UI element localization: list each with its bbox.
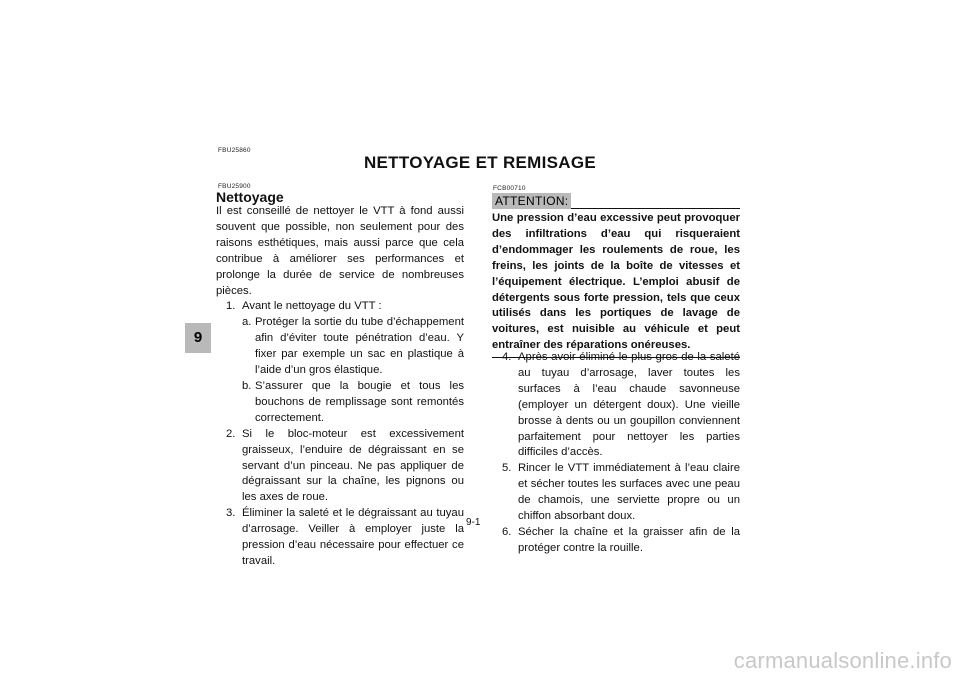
caution-top-rule xyxy=(571,208,740,209)
caution-code: FCB00710 xyxy=(493,185,526,192)
watermark: carmanualsonline.info xyxy=(733,648,952,673)
title-code: FBU25860 xyxy=(218,147,251,154)
section-code: FBU25900 xyxy=(218,183,251,190)
left-column xyxy=(216,204,464,570)
list-number: 6. xyxy=(502,525,512,538)
list-number: 1. xyxy=(226,300,236,313)
list-text: Éliminer la saleté et le dégraissant au tuyau d’arrosage. Veiller à employer juste la pression d’eau nécessaire pour effectuer ce travail. xyxy=(242,507,464,567)
right-column xyxy=(492,350,740,557)
list-number: 2. xyxy=(226,427,236,440)
sub-text: Protéger la sortie du tube d’échappement afin d’éviter toute pénétration d’eau. Y fixer par exemple un sac en plastique à l’aide d’un gros élastique. xyxy=(255,316,464,377)
list-number: 5. xyxy=(502,462,512,475)
list-text: Avant le nettoyage du VTT : xyxy=(242,300,382,313)
list-text: Sécher la chaîne et la graisser afin de la protéger contre la rouille. xyxy=(518,525,740,554)
list-item-5 xyxy=(492,461,740,525)
caution-text: Une pression d’eau excessive peut provoquer des infiltrations d’eau qui risqueraient d’endommager les roulements de roue, les freins, les joints de la boîte de vitesses et l’équipement électrique. L’emploi abusif de détergents sous forte pression, tels que ceux utilisés dans les portiques de lavage de voitures, est nuisible au véhicule et peut entraîner des réparations onéreuses. xyxy=(492,212,740,352)
chapter-tab: 9 xyxy=(185,323,211,353)
list-number: 3. xyxy=(226,507,236,520)
list-text: Après avoir éliminé le plus gros de la saleté au tuyau d’arrosage, laver toutes les surfaces à l’eau chaude savonneuse (employer un détergent doux). Une vieille brosse à dents ou un goupillon conviennent parfaitement pour nettoyer les parties difficiles d’accès. xyxy=(518,351,740,459)
caution-block xyxy=(492,192,740,358)
list-item-2 xyxy=(216,427,464,507)
page-number: 9-1 xyxy=(466,517,481,528)
list-item-6 xyxy=(492,525,740,557)
caution-label: ATTENTION: xyxy=(492,193,571,209)
list-item-3 xyxy=(216,506,464,570)
intro-paragraph: Il est conseillé de nettoyer le VTT à fond aussi souvent que possible, non seulement pour des raisons esthétiques, mais aussi parce que cela contribue à améliorer ses performances et prolonge la durée de service de nombreuses pièces. xyxy=(216,205,464,297)
list-text: Si le bloc-moteur est excessivement graisseux, l’enduire de dégraissant en se servant d’un pinceau. Ne pas appliquer de dégraissant sur la chaîne, les pignons ou les axes de roue. xyxy=(242,427,464,504)
section-heading: Nettoyage xyxy=(216,189,284,205)
list-number: 4. xyxy=(502,351,512,363)
sub-letter: a. xyxy=(242,316,252,329)
sub-text: S’assurer que la bougie et tous les bouchons de remplissage sont remontés correctement. xyxy=(255,379,464,424)
sub-item-a xyxy=(216,315,464,379)
list-item-1 xyxy=(216,299,464,315)
sub-letter: b. xyxy=(242,379,252,392)
list-item-4 xyxy=(492,350,740,461)
caution-header xyxy=(492,192,740,209)
page-title: NETTOYAGE ET REMISAGE xyxy=(363,153,597,172)
list-text: Rincer le VTT immédiatement à l’eau claire et sécher toutes les surfaces avec une peau de chamois, une serviette propre ou un chiffon absorbant doux. xyxy=(518,462,740,523)
sub-item-b xyxy=(216,379,464,427)
